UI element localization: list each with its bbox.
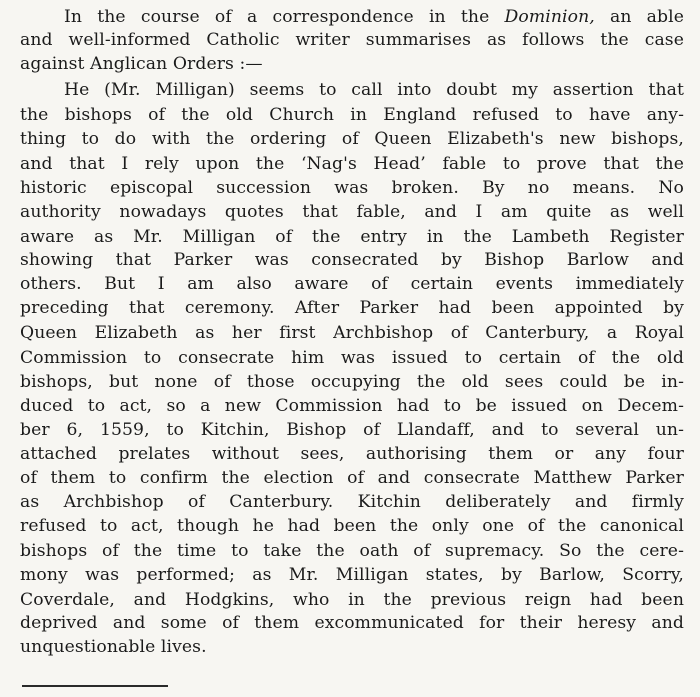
text-line (20, 152, 684, 177)
text-segment: Commission to consecrate him was issued to certain of the old (20, 348, 684, 368)
text-segment: of them to confirm the election of and consecrate Matthew Parker (20, 468, 684, 488)
text-segment: He (Mr. Milligan) seems to call into doubt my assertion that (64, 80, 684, 100)
text-line (20, 563, 684, 588)
text-line (20, 28, 684, 53)
text-line (20, 225, 684, 250)
text-segment: preceding that ceremony. After Parker had been appointed by (20, 298, 684, 318)
text-segment: and well-informed Catholic writer summarises as follows the case (20, 30, 684, 50)
text-segment: bishops, but none of those occupying the old sees could be in- (20, 372, 684, 392)
text-segment: aware as Mr. Milligan of the entry in the Lambeth Register (20, 227, 684, 247)
text-line (20, 514, 684, 539)
text-segment: Coverdale, and Hodgkins, who in the previous reign had been (20, 590, 684, 610)
text-line (20, 442, 684, 467)
text-line (20, 127, 684, 152)
text-segment: duced to act, so a new Commission had to be issued on Decem- (20, 396, 684, 416)
text-segment: others. But I am also aware of certain events immediately (20, 274, 684, 294)
text-segment: unquestionable lives. (20, 637, 207, 657)
text-line (64, 78, 684, 103)
text-segment: authority nowadays quotes that fable, and I am quite as well (20, 202, 684, 222)
text-segment: Queen Elizabeth as her first Archbishop of Canterbury, a Royal (20, 323, 684, 343)
text-segment: against Anglican Orders :— (20, 54, 263, 74)
footnote-rule (22, 685, 168, 687)
text-line (20, 346, 684, 371)
text-segment: mony was performed; as Mr. Milligan states, by Barlow, Scorry, (20, 565, 684, 585)
text-line (20, 588, 684, 613)
text-segment: thing to do with the ordering of Queen Elizabeth's new bishops, (20, 129, 684, 149)
text-line (20, 321, 684, 346)
text-segment: ber 6, 1559, to Kitchin, Bishop of Llandaff, and to several un- (20, 420, 684, 440)
text-segment: In the course of a correspondence in the (64, 7, 505, 27)
text-segment: and that I rely upon the ‘Nag's Head’ fable to prove that the (20, 154, 684, 174)
italic-text: Dominion, (504, 7, 595, 27)
text-line (20, 200, 684, 225)
text-line (20, 296, 684, 321)
text-line (20, 490, 684, 515)
text-line (20, 103, 684, 128)
text-line (20, 611, 684, 636)
text-line (20, 394, 684, 419)
text-segment: attached prelates without sees, authorising them or any four (20, 444, 684, 464)
text-line (64, 5, 684, 30)
text-line (20, 176, 684, 201)
text-line (20, 635, 684, 660)
text-line (20, 52, 684, 77)
text-segment: showing that Parker was consecrated by Bishop Barlow and (20, 250, 684, 270)
text-line (20, 248, 684, 273)
text-segment: an able (594, 7, 685, 27)
text-line (20, 539, 684, 564)
text-line (20, 418, 684, 443)
text-line (20, 370, 684, 395)
text-segment: historic episcopal succession was broken. By no means. No (20, 178, 684, 198)
text-segment: deprived and some of them excommunicated for their heresy and (20, 613, 684, 633)
text-segment: refused to act, though he had been the only one of the canonical (20, 516, 684, 536)
text-segment: as Archbishop of Canterbury. Kitchin deliberately and firmly (20, 492, 684, 512)
text-segment: bishops of the time to take the oath of supremacy. So the cere- (20, 541, 684, 561)
text-segment: the bishops of the old Church in England refused to have any- (20, 105, 684, 125)
text-line (20, 272, 684, 297)
text-line (20, 466, 684, 491)
